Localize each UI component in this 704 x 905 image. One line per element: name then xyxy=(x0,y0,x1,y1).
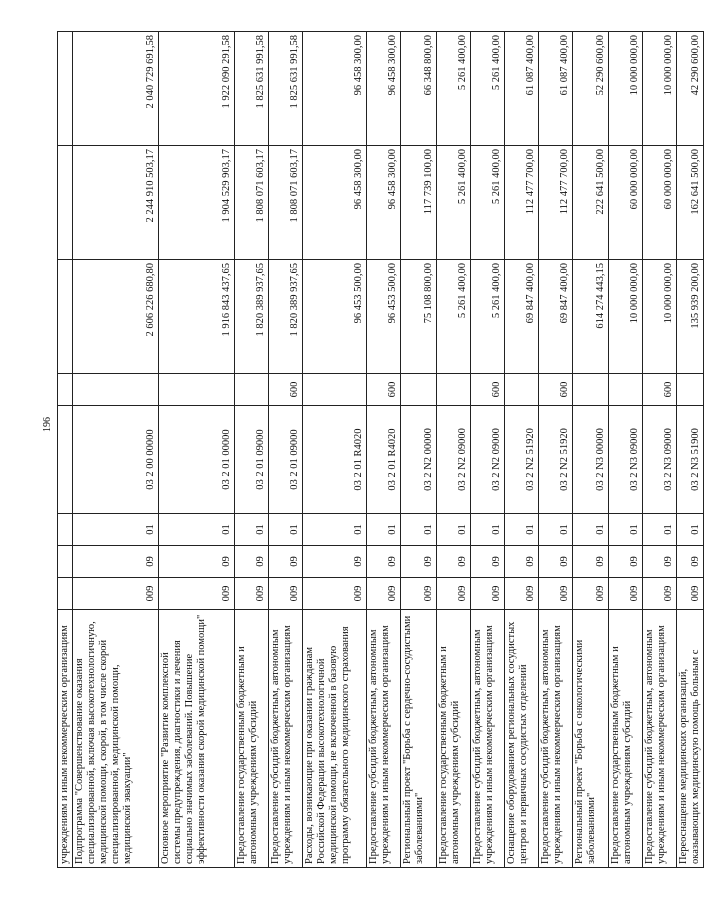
target-article-cell: 03 2 01 09000 xyxy=(269,406,303,514)
table-row xyxy=(471,32,505,868)
ministry-code-cell: 009 xyxy=(269,578,303,610)
amount-year3-cell: 1 825 631 991,58 xyxy=(235,32,269,146)
expense-type-cell xyxy=(303,374,367,406)
table-row xyxy=(539,32,573,868)
target-article-cell: 03 2 N2 09000 xyxy=(471,406,505,514)
expense-type-cell xyxy=(401,374,437,406)
table-row xyxy=(677,32,704,868)
ministry-code-cell: 009 xyxy=(367,578,401,610)
table-row xyxy=(437,32,471,868)
amount-year3-cell: 10 000 000,00 xyxy=(609,32,643,146)
subsection-code-cell: 01 xyxy=(643,514,677,546)
table-row xyxy=(269,32,303,868)
ministry-code-cell: 009 xyxy=(677,578,704,610)
amount-year2-cell: 1 808 071 603,17 xyxy=(235,146,269,260)
row-name-cell: Предоставление субсидий бюджетным, автономным учреждениям и иным некоммерческим организациям xyxy=(539,610,573,868)
subsection-code-cell: 01 xyxy=(609,514,643,546)
amount-year1-cell: 614 274 443,15 xyxy=(573,260,609,374)
expense-type-cell xyxy=(677,374,704,406)
budget-table xyxy=(57,31,704,868)
ministry-code-cell: 009 xyxy=(235,578,269,610)
expense-type-cell xyxy=(573,374,609,406)
row-name-cell: Предоставление государственным бюджетным и автономным учреждениям субсидий xyxy=(609,610,643,868)
amount-year2-cell: 1 904 529 903,17 xyxy=(159,146,235,260)
row-name-cell: Основное мероприятие "Развитие комплексной системы предупреждения, диагностики и лечения социально значимых заболеваний. Повышение эффективности оказания скорой медицинской помощи" xyxy=(159,610,235,868)
ministry-code-cell: 009 xyxy=(505,578,539,610)
amount-year3-cell: 1 922 090 291,58 xyxy=(159,32,235,146)
target-article-cell: 03 2 N3 09000 xyxy=(609,406,643,514)
amount-year2-cell: 60 000 000,00 xyxy=(643,146,677,260)
target-article-cell: 03 2 N3 00000 xyxy=(573,406,609,514)
amount-year3-cell: 5 261 400,00 xyxy=(471,32,505,146)
section-code-cell: 09 xyxy=(677,546,704,578)
row-name-cell: Предоставление субсидий бюджетным, автономным учреждениям и иным некоммерческим организациям xyxy=(643,610,677,868)
amount-year3-cell: 42 290 600,00 xyxy=(677,32,704,146)
target-article-cell: 03 2 01 R4020 xyxy=(367,406,401,514)
subsection-code-cell xyxy=(58,514,73,546)
section-code-cell: 09 xyxy=(437,546,471,578)
ministry-code-cell: 009 xyxy=(643,578,677,610)
table-row xyxy=(643,32,677,868)
table-body xyxy=(58,32,704,868)
target-article-cell: 03 2 N2 51920 xyxy=(505,406,539,514)
amount-year1-cell: 1 820 389 937,65 xyxy=(235,260,269,374)
amount-year3-cell: 2 040 729 691,58 xyxy=(73,32,159,146)
amount-year1-cell: 69 847 400,00 xyxy=(539,260,573,374)
section-code-cell: 09 xyxy=(235,546,269,578)
amount-year1-cell: 5 261 400,00 xyxy=(471,260,505,374)
section-code-cell: 09 xyxy=(303,546,367,578)
amount-year2-cell: 2 244 910 503,17 xyxy=(73,146,159,260)
target-article-cell: 03 2 N2 09000 xyxy=(437,406,471,514)
amount-year2-cell: 112 477 700,00 xyxy=(505,146,539,260)
amount-year3-cell xyxy=(58,32,73,146)
section-code-cell xyxy=(58,546,73,578)
target-article-cell: 03 2 N3 51900 xyxy=(677,406,704,514)
row-name-cell: учреждениям и иным некоммерческим организациям xyxy=(58,610,73,868)
amount-year2-cell: 96 458 300,00 xyxy=(303,146,367,260)
ministry-code-cell: 009 xyxy=(73,578,159,610)
amount-year3-cell: 96 458 300,00 xyxy=(303,32,367,146)
subsection-code-cell: 01 xyxy=(303,514,367,546)
row-name-cell: Региональный проект "Борьба с онкологическими заболеваниями" xyxy=(573,610,609,868)
row-name-cell: Оснащение оборудованием региональных сосудистых центров и первичных сосудистых отделений xyxy=(505,610,539,868)
subsection-code-cell: 01 xyxy=(269,514,303,546)
amount-year1-cell: 1 820 389 937,65 xyxy=(269,260,303,374)
table-row xyxy=(235,32,269,868)
section-code-cell: 09 xyxy=(539,546,573,578)
target-article-cell: 03 2 00 00000 xyxy=(73,406,159,514)
amount-year2-cell: 162 641 500,00 xyxy=(677,146,704,260)
amount-year3-cell: 61 087 400,00 xyxy=(505,32,539,146)
expense-type-cell xyxy=(73,374,159,406)
section-code-cell: 09 xyxy=(609,546,643,578)
subsection-code-cell: 01 xyxy=(235,514,269,546)
subsection-code-cell: 01 xyxy=(437,514,471,546)
ministry-code-cell: 009 xyxy=(303,578,367,610)
target-article-cell xyxy=(58,406,73,514)
subsection-code-cell: 01 xyxy=(539,514,573,546)
ministry-code-cell: 009 xyxy=(539,578,573,610)
section-code-cell: 09 xyxy=(269,546,303,578)
amount-year3-cell: 66 348 800,00 xyxy=(401,32,437,146)
target-article-cell: 03 2 01 09000 xyxy=(235,406,269,514)
table-row xyxy=(73,32,159,868)
amount-year3-cell: 5 261 400,00 xyxy=(437,32,471,146)
amount-year2-cell: 112 477 700,00 xyxy=(539,146,573,260)
ministry-code-cell: 009 xyxy=(471,578,505,610)
target-article-cell: 03 2 N3 09000 xyxy=(643,406,677,514)
expense-type-cell: 600 xyxy=(471,374,505,406)
amount-year3-cell: 1 825 631 991,58 xyxy=(269,32,303,146)
subsection-code-cell: 01 xyxy=(471,514,505,546)
expense-type-cell xyxy=(159,374,235,406)
subsection-code-cell: 01 xyxy=(73,514,159,546)
subsection-code-cell: 01 xyxy=(573,514,609,546)
table-row xyxy=(367,32,401,868)
page-number: 196 xyxy=(42,417,53,432)
section-code-cell: 09 xyxy=(159,546,235,578)
table-row xyxy=(303,32,367,868)
amount-year1-cell: 96 453 500,00 xyxy=(303,260,367,374)
budget-table-sheet xyxy=(57,32,701,868)
expense-type-cell xyxy=(609,374,643,406)
amount-year2-cell: 222 641 500,00 xyxy=(573,146,609,260)
target-article-cell: 03 2 N2 00000 xyxy=(401,406,437,514)
amount-year1-cell: 69 847 400,00 xyxy=(505,260,539,374)
expense-type-cell: 600 xyxy=(539,374,573,406)
target-article-cell: 03 2 01 R4020 xyxy=(303,406,367,514)
amount-year2-cell: 1 808 071 603,17 xyxy=(269,146,303,260)
row-name-cell: Переоснащение медицинских организаций, оказывающих медицинскую помощь больным с xyxy=(677,610,704,868)
expense-type-cell: 600 xyxy=(367,374,401,406)
ministry-code-cell: 009 xyxy=(573,578,609,610)
ministry-code-cell: 009 xyxy=(437,578,471,610)
amount-year1-cell: 135 939 200,00 xyxy=(677,260,704,374)
table-row xyxy=(159,32,235,868)
table-row xyxy=(609,32,643,868)
amount-year3-cell: 96 458 300,00 xyxy=(367,32,401,146)
amount-year1-cell: 10 000 000,00 xyxy=(643,260,677,374)
section-code-cell: 09 xyxy=(367,546,401,578)
row-name-cell: Предоставление субсидий бюджетным, автономным учреждениям и иным некоммерческим организациям xyxy=(269,610,303,868)
amount-year3-cell: 52 290 600,00 xyxy=(573,32,609,146)
subsection-code-cell: 01 xyxy=(401,514,437,546)
table-row xyxy=(573,32,609,868)
amount-year2-cell: 60 000 000,00 xyxy=(609,146,643,260)
row-name-cell: Региональный проект "Борьба с сердечно-сосудистыми заболеваниями" xyxy=(401,610,437,868)
subsection-code-cell: 01 xyxy=(677,514,704,546)
subsection-code-cell: 01 xyxy=(505,514,539,546)
subsection-code-cell: 01 xyxy=(159,514,235,546)
row-name-cell: Предоставление субсидий бюджетным, автономным учреждениям и иным некоммерческим организациям xyxy=(471,610,505,868)
ministry-code-cell xyxy=(58,578,73,610)
subsection-code-cell: 01 xyxy=(367,514,401,546)
ministry-code-cell: 009 xyxy=(401,578,437,610)
row-name-cell: Предоставление государственным бюджетным и автономным учреждениям субсидий xyxy=(235,610,269,868)
expense-type-cell: 600 xyxy=(643,374,677,406)
ministry-code-cell: 009 xyxy=(609,578,643,610)
expense-type-cell xyxy=(505,374,539,406)
row-name-cell: Предоставление субсидий бюджетным, автономным учреждениям и иным некоммерческим организациям xyxy=(367,610,401,868)
table-row xyxy=(505,32,539,868)
expense-type-cell xyxy=(437,374,471,406)
amount-year1-cell: 5 261 400,00 xyxy=(437,260,471,374)
amount-year1-cell xyxy=(58,260,73,374)
amount-year3-cell: 10 000 000,00 xyxy=(643,32,677,146)
target-article-cell: 03 2 01 00000 xyxy=(159,406,235,514)
expense-type-cell: 600 xyxy=(269,374,303,406)
section-code-cell: 09 xyxy=(73,546,159,578)
expense-type-cell xyxy=(58,374,73,406)
section-code-cell: 09 xyxy=(573,546,609,578)
section-code-cell: 09 xyxy=(643,546,677,578)
amount-year2-cell: 5 261 400,00 xyxy=(471,146,505,260)
amount-year1-cell: 1 916 843 437,65 xyxy=(159,260,235,374)
row-name-cell: Расходы, возникающие при оказании гражданам Российской Федерации высокотехнологичной медицинской помощи, не включенной в базовую программу обязательного медицинского страхования xyxy=(303,610,367,868)
section-code-cell: 09 xyxy=(471,546,505,578)
amount-year3-cell: 61 087 400,00 xyxy=(539,32,573,146)
amount-year2-cell: 5 261 400,00 xyxy=(437,146,471,260)
expense-type-cell xyxy=(235,374,269,406)
amount-year1-cell: 75 108 800,00 xyxy=(401,260,437,374)
table-row xyxy=(401,32,437,868)
section-code-cell: 09 xyxy=(401,546,437,578)
table-row xyxy=(58,32,73,868)
amount-year1-cell: 96 453 500,00 xyxy=(367,260,401,374)
ministry-code-cell: 009 xyxy=(159,578,235,610)
amount-year2-cell: 117 739 100,00 xyxy=(401,146,437,260)
target-article-cell: 03 2 N2 51920 xyxy=(539,406,573,514)
amount-year2-cell: 96 458 300,00 xyxy=(367,146,401,260)
amount-year1-cell: 2 606 226 680,80 xyxy=(73,260,159,374)
amount-year2-cell xyxy=(58,146,73,260)
amount-year1-cell: 10 000 000,00 xyxy=(609,260,643,374)
row-name-cell: Предоставление государственным бюджетным и автономным учреждениям субсидий xyxy=(437,610,471,868)
row-name-cell: Подпрограмма "Совершенствование оказания специализированной, включая высокотехнологичную, медицинской помощи, скорой, в том числе скорой специализированной, медицинской помощи, медицинской эвакуации" xyxy=(73,610,159,868)
section-code-cell: 09 xyxy=(505,546,539,578)
